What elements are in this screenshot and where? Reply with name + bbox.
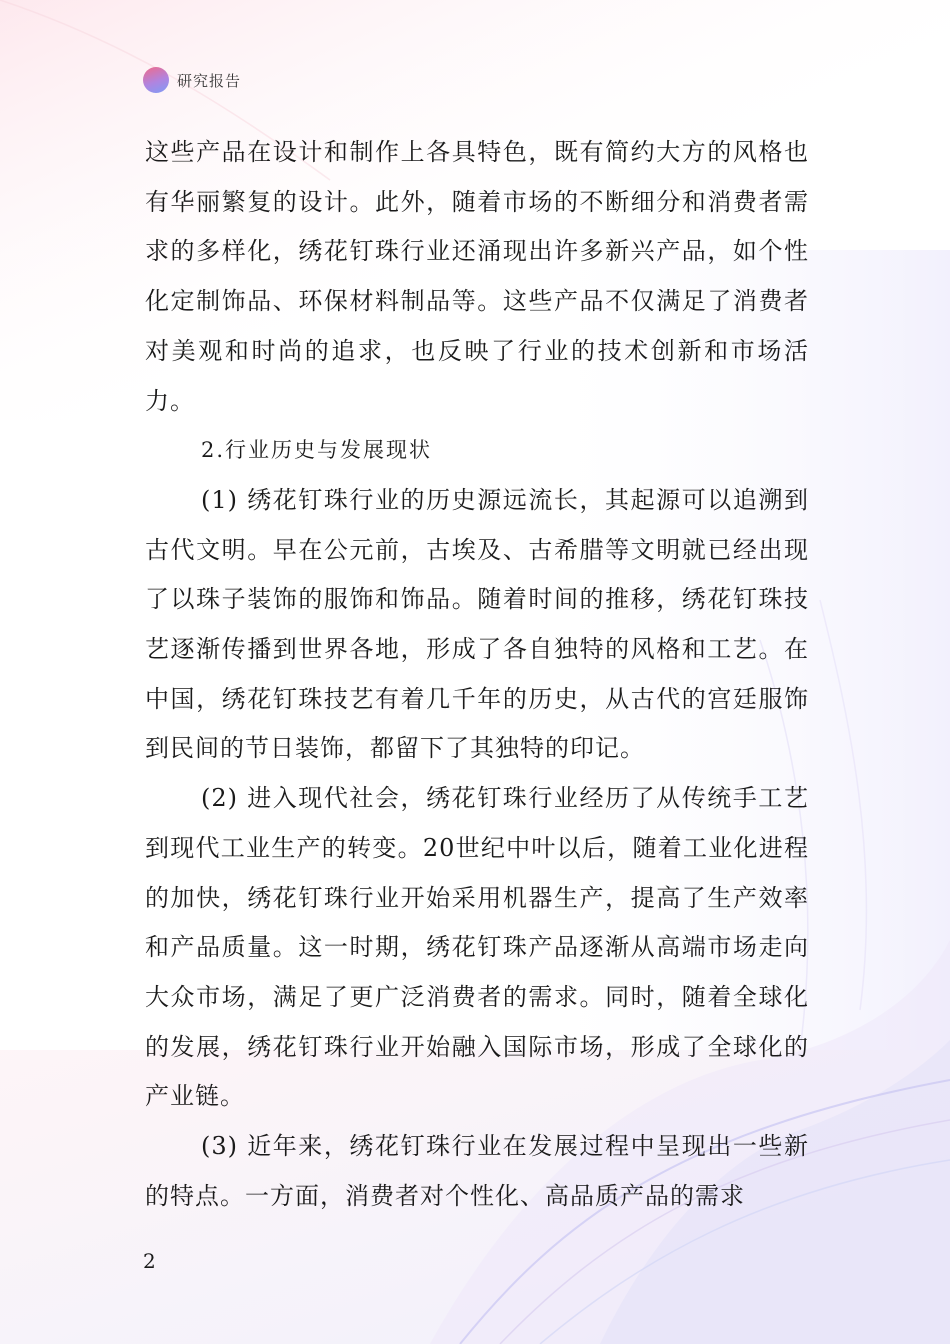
section-heading: 2.行业历史与发展现状 [201, 438, 433, 463]
page-header [143, 66, 241, 94]
report-logo-icon [143, 67, 169, 93]
paragraph-history: (1) 绣花钉珠行业的历史源远流长，其起源可以追溯到古代文明。早在公元前，古埃及、古希腊等文明就已经出现了以珠子装饰的服饰和饰品。随着时间的推移，绣花钉珠技艺逐渐传播到世界各地，形成了各自独特的风格和工艺。在中国，绣花钉珠技艺有着几千年的历史，从古代的宫廷服饰到民间的节日装饰，都留下了其独特的印记。 [145, 485, 809, 763]
paragraph-modern: (2) 进入现代社会，绣花钉珠行业经历了从传统手工艺到现代工业生产的转变。20世纪中叶以后，随着工业化进程的加快，绣花钉珠行业开始采用机器生产，提高了生产效率和产品质量。这一时期，绣花钉珠产品逐渐从高端市场走向大众市场，满足了更广泛消费者的需求。同时，随着全球化的发展，绣花钉珠行业开始融入国际市场，形成了全球化的产业链。 [145, 784, 809, 1111]
paragraph-intro: 这些产品在设计和制作上各具特色，既有简约大方的风格也有华丽繁复的设计。此外，随着市场的不断细分和消费者需求的多样化，绣花钉珠行业还涌现出许多新兴产品，如个性化定制饰品、环保材料制品等。这些产品不仅满足了消费者对美观和时尚的追求，也反映了行业的技术创新和市场活力。 [145, 138, 809, 415]
paragraph-recent: (3) 近年来，绣花钉珠行业在发展过程中呈现出一些新的特点。一方面，消费者对个性化、高品质产品的需求 [145, 1132, 809, 1210]
body-text [145, 128, 809, 1221]
header-title: 研究报告 [177, 71, 242, 90]
page-number: 2 [143, 1249, 156, 1273]
